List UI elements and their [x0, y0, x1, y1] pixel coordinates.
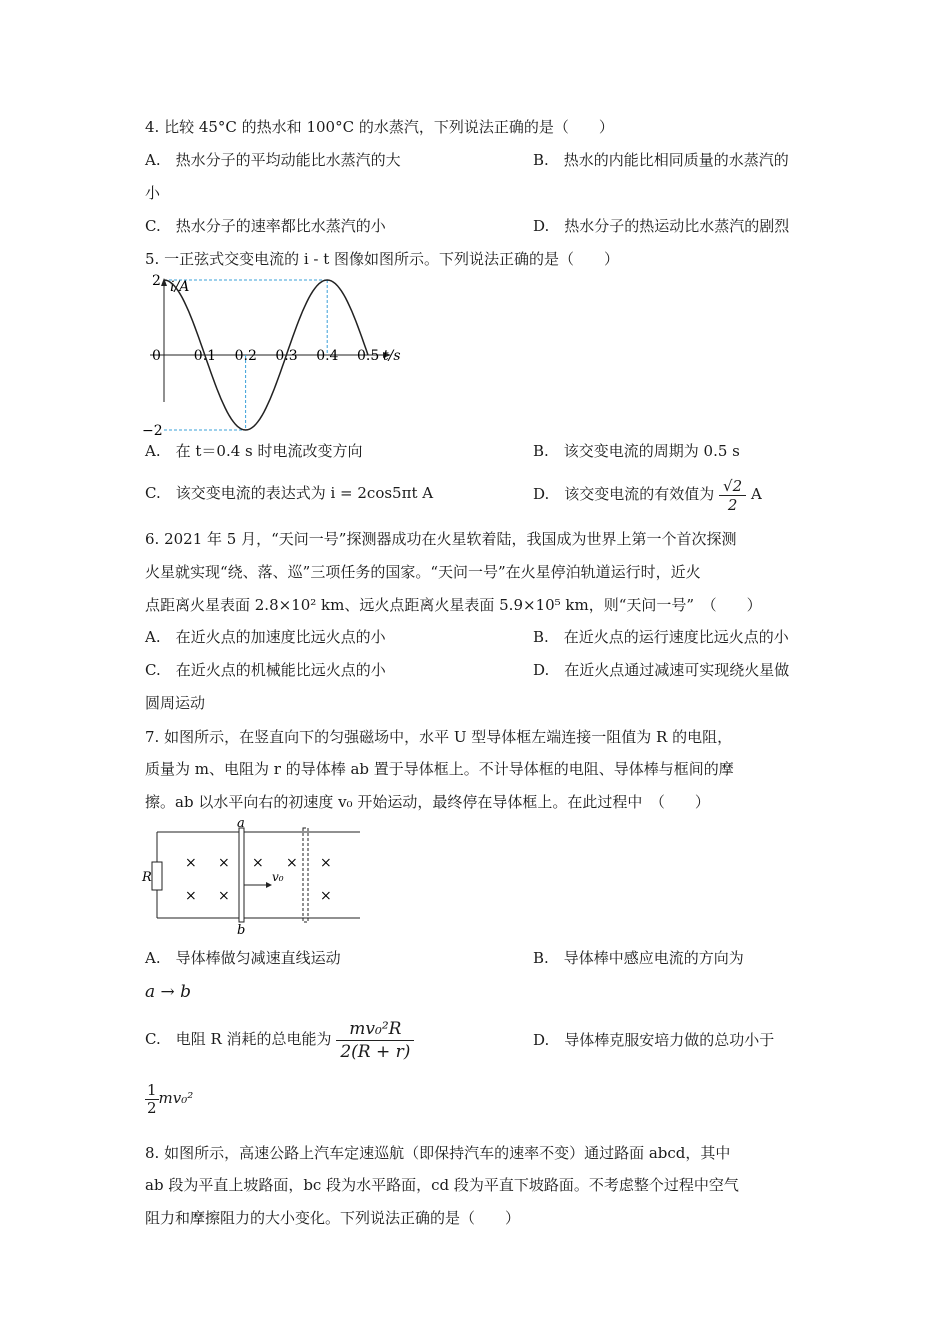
y-axis-label: i/A: [170, 279, 190, 295]
q5-option-d-fraction: [719, 477, 746, 514]
q8-line-1: 8. 如图所示，高速公路上汽车定速巡航（即保持汽车的速率不变）通过路面 abcd，其中: [145, 1144, 731, 1162]
q7-option-b-cont: a → b: [145, 982, 192, 1002]
q8-line-3: 阻力和摩擦阻力的大小变化。下列说法正确的是（ ）: [145, 1209, 521, 1227]
q6-option-b: B. 在近火点的运行速度比远火点的小: [533, 628, 789, 646]
magnetic-field-crosses: [185, 855, 332, 904]
q7-option-a: A. 导体棒做匀减速直线运动: [145, 949, 341, 967]
q7-line-1: 7. 如图所示，在竖直向下的匀强磁场中，水平 U 型导体框左端连接一阻值为 R 的电阻，: [145, 728, 733, 746]
q7-option-b: B. 导体棒中感应电流的方向为: [533, 949, 744, 967]
svg-text:×: ×: [320, 855, 332, 871]
svg-text:×: ×: [252, 855, 264, 871]
q4-option-d: D. 热水分子的热运动比水蒸汽的剧烈: [533, 217, 790, 235]
svg-text:×: ×: [185, 855, 197, 871]
origin-label: 0: [152, 348, 161, 364]
svg-text:×: ×: [286, 855, 298, 871]
x-tick-label: 0.5: [357, 348, 380, 364]
x-tick-label: 0.1: [193, 348, 217, 364]
frac-denominator: 2: [147, 1098, 157, 1117]
rod-final-position: [303, 828, 308, 922]
q6-option-c: C. 在近火点的机械能比远火点的小: [145, 661, 386, 679]
q6-option-d: D. 在近火点通过减速可实现绕火星做: [533, 661, 790, 679]
i-t-graph: [140, 272, 410, 439]
q4-stem: 4. 比较 45°C 的热水和 100°C 的水蒸汽，下列说法正确的是（ ）: [145, 118, 614, 136]
frac-numerator: √2: [719, 477, 746, 496]
x-tick-label: 0.4: [316, 348, 339, 364]
x-axis-label: t/s: [383, 348, 401, 364]
q5-stem: 5. 一正弦式交变电流的 i - t 图像如图所示。下列说法正确的是（ ）: [145, 250, 620, 268]
svg-text:×: ×: [185, 888, 197, 904]
q7-line-3: 擦。ab 以水平向右的初速度 v₀ 开始运动，最终停在导体框上。在此过程中 （ ）: [145, 793, 710, 811]
q5-option-d: [533, 472, 762, 516]
rod-label-a: a: [237, 816, 245, 831]
q5-option-d-text: D. 该交变电流的有效值为: [533, 485, 715, 503]
q5-option-c: C. 该交变电流的表达式为 i = 2cos5πt A: [145, 484, 434, 502]
rod-label-b: b: [237, 923, 246, 938]
svg-text:×: ×: [218, 855, 230, 871]
q4-option-c: C. 热水分子的速率都比水蒸汽的小: [145, 217, 386, 235]
graph-ticks: [142, 273, 379, 439]
q5-option-d-unit: A: [750, 485, 762, 503]
frac-numerator: 1: [147, 1080, 157, 1099]
q7-option-c-text: C. 电阻 R 消耗的总电能为: [145, 1030, 332, 1048]
svg-text:×: ×: [320, 888, 332, 904]
q5-option-b: B. 该交变电流的周期为 0.5 s: [533, 442, 740, 460]
y-tick-label: 2: [152, 273, 161, 289]
q7-option-d-cont: [145, 1078, 193, 1118]
q7-option-d-term: mv₀²: [158, 1089, 194, 1107]
q4-option-b-cont: 小: [145, 184, 161, 202]
q7-option-c-fraction: [336, 1018, 414, 1063]
frac-numerator: mv₀²R: [336, 1018, 414, 1041]
u-frame-figure: [140, 818, 370, 936]
resistor: [152, 862, 162, 890]
rod-ab: [239, 828, 244, 922]
resistor-label: R: [142, 870, 152, 885]
q4-option-b: B. 热水的内能比相同质量的水蒸汽的: [533, 151, 789, 169]
y-axis-arrow-icon: [161, 278, 167, 286]
y-tick-label: −2: [142, 423, 163, 439]
q6-option-a: A. 在近火点的加速度比远火点的小: [145, 628, 386, 646]
frac-denominator: 2(R + r): [340, 1041, 411, 1062]
q4-option-a: A. 热水分子的平均动能比水蒸汽的大: [145, 151, 401, 169]
q7-option-c: [145, 1014, 414, 1064]
q5-option-a: A. 在 t＝0.4 s 时电流改变方向: [145, 442, 363, 460]
q7-line-2: 质量为 m、电阻为 r 的导体棒 ab 置于导体框上。不计导体框的电阻、导体棒与框间的摩: [145, 760, 734, 778]
x-tick-label: 0.3: [275, 348, 298, 364]
x-tick-label: 0.2: [234, 348, 257, 364]
q8-line-2: ab 段为平直上坡路面，bc 段为水平路面，cd 段为平直下坡路面。不考虑整个过程中空气: [145, 1176, 739, 1194]
frac-denominator: 2: [727, 495, 738, 514]
q7-option-d: D. 导体棒克服安培力做的总功小于: [533, 1031, 775, 1049]
velocity-label: v₀: [272, 870, 284, 884]
half-fraction: [145, 1082, 159, 1117]
svg-text:×: ×: [218, 888, 230, 904]
q6-line-1: 6. 2021 年 5 月，“天问一号”探测器成功在火星软着陆，我国成为世界上第一个首次探测: [145, 530, 737, 548]
q6-line-2: 火星就实现“绕、落、巡”三项任务的国家。“天问一号”在火星停泊轨道运行时，近火: [145, 563, 701, 581]
q6-line-3: 点距离火星表面 2.8×10² km、远火点距离火星表面 5.9×10⁵ km，则“天问一号” （ ）: [145, 596, 762, 614]
q6-option-d-cont: 圆周运动: [145, 694, 206, 712]
